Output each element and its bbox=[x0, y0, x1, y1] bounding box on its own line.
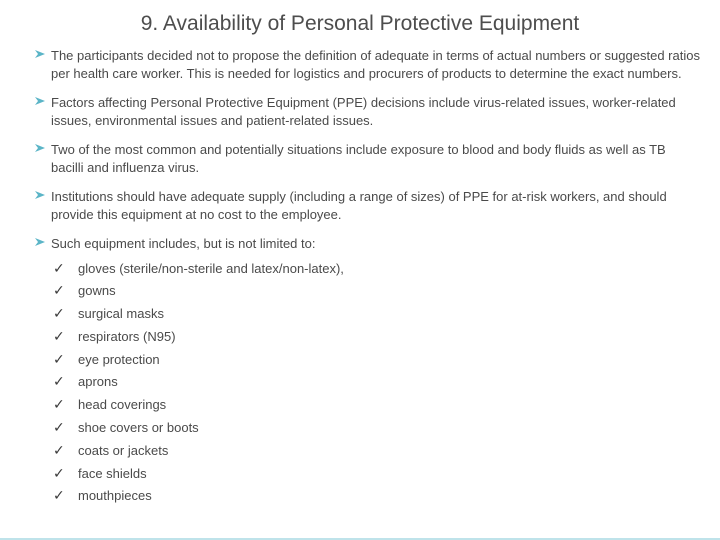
equipment-item bbox=[0, 258, 720, 281]
checkmark-icon: ✓ bbox=[53, 442, 65, 459]
equipment-item bbox=[0, 349, 720, 372]
equipment-label: face shields bbox=[78, 465, 147, 481]
bullet-item bbox=[0, 47, 720, 82]
checkmark-icon: ✓ bbox=[53, 374, 65, 391]
checkmark-icon: ✓ bbox=[53, 420, 65, 437]
equipment-label: respirators (N95) bbox=[78, 328, 176, 344]
equipment-item bbox=[0, 485, 720, 508]
bullet-item bbox=[0, 94, 720, 129]
equipment-label: gloves (sterile/non-sterile and latex/non-latex), bbox=[78, 260, 344, 276]
bullet-arrow-icon bbox=[34, 237, 46, 251]
checkmark-icon: ✓ bbox=[53, 397, 65, 414]
equipment-item bbox=[0, 303, 720, 326]
equipment-label: surgical masks bbox=[78, 306, 164, 322]
equipment-label: mouthpieces bbox=[78, 488, 152, 504]
equipment-item bbox=[0, 417, 720, 440]
bullet-list bbox=[0, 47, 720, 508]
bullet-text: Such equipment includes, but is not limited to: bbox=[51, 236, 316, 251]
equipment-list bbox=[0, 258, 720, 509]
equipment-item bbox=[0, 371, 720, 394]
equipment-item bbox=[0, 394, 720, 417]
equipment-item bbox=[0, 440, 720, 463]
bullet-item bbox=[0, 141, 720, 176]
bullet-arrow-icon bbox=[34, 96, 46, 110]
bullet-arrow-icon bbox=[34, 143, 46, 157]
bullet-item bbox=[0, 235, 720, 508]
slide-title: 9. Availability of Personal Protective Equipment bbox=[140, 12, 580, 35]
checkmark-icon: ✓ bbox=[53, 283, 65, 300]
bullet-text: Factors affecting Personal Protective Equipment (PPE) decisions include virus-related issues, worker-related issues, environmental issues and patient-related issues. bbox=[51, 95, 676, 128]
equipment-item bbox=[0, 326, 720, 349]
bullet-arrow-icon bbox=[34, 49, 46, 63]
equipment-label: coats or jackets bbox=[78, 442, 169, 458]
equipment-label: aprons bbox=[78, 374, 118, 390]
bullet-text: Institutions should have adequate supply (including a range of sizes) of PPE for at-risk workers, and should provide this equipment at no cost to the employee. bbox=[51, 189, 667, 222]
checkmark-icon: ✓ bbox=[53, 260, 65, 277]
equipment-label: gowns bbox=[78, 283, 116, 299]
checkmark-icon: ✓ bbox=[53, 465, 65, 482]
equipment-label: shoe covers or boots bbox=[78, 420, 199, 436]
bullet-text: Two of the most common and potentially situations include exposure to blood and body fluids as well as TB bacilli and influenza virus. bbox=[51, 142, 666, 175]
bullet-arrow-icon bbox=[34, 190, 46, 204]
checkmark-icon: ✓ bbox=[53, 328, 65, 345]
checkmark-icon: ✓ bbox=[53, 488, 65, 505]
equipment-item bbox=[0, 463, 720, 486]
equipment-item bbox=[0, 280, 720, 303]
checkmark-icon: ✓ bbox=[53, 351, 65, 368]
equipment-label: eye protection bbox=[78, 351, 160, 367]
bullet-text: The participants decided not to propose the definition of adequate in terms of actual numbers or suggested ratios per health care worker. This is needed for logistics and procurers of products to determine the exact numbers. bbox=[51, 48, 700, 81]
equipment-label: head coverings bbox=[78, 397, 167, 413]
checkmark-icon: ✓ bbox=[53, 306, 65, 323]
bullet-item bbox=[0, 188, 720, 223]
